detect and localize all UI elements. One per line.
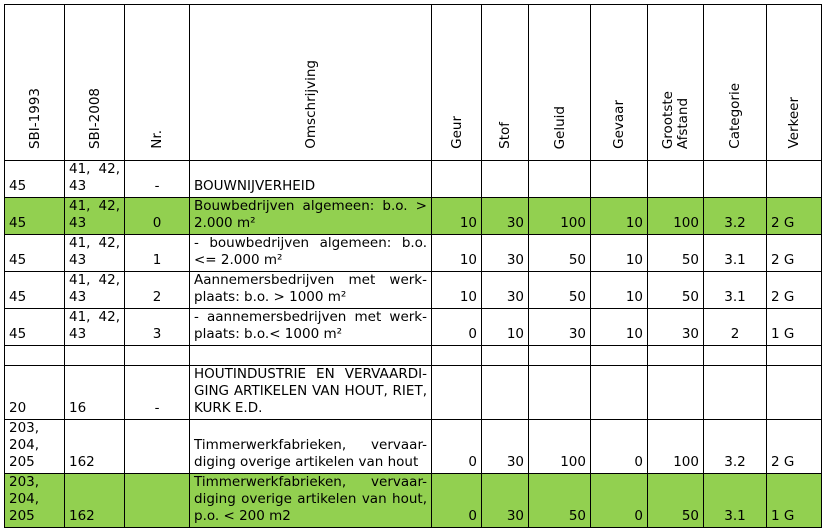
cell-stof: 30	[482, 474, 529, 528]
cell-sbi1993: 203, 204, 205	[5, 474, 65, 528]
cell-gevaar	[591, 161, 648, 198]
cell-nr: -	[125, 161, 190, 198]
cell-stof: 30	[482, 198, 529, 235]
cell-verkeer: 2 G	[767, 198, 822, 235]
cell-sbi1993: 20	[5, 366, 65, 420]
cell-gevaar: 10	[591, 309, 648, 346]
cell-verkeer: 2 G	[767, 272, 822, 309]
cell-geur: 0	[432, 420, 482, 474]
cell-omschrijving: BOUWNIJVERHEID	[190, 161, 432, 198]
cell-categorie: 3.2	[704, 198, 767, 235]
cell-geur: 10	[432, 272, 482, 309]
cell-verkeer: 1 G	[767, 309, 822, 346]
cell-stof: 10	[482, 309, 529, 346]
header-geur: Geur	[432, 5, 482, 161]
cell-geur: 10	[432, 235, 482, 272]
cell-geur: 10	[432, 198, 482, 235]
cell-geluid: 50	[529, 474, 591, 528]
cell-gevaar: 10	[591, 198, 648, 235]
cell-afstand: 100	[648, 420, 704, 474]
table-row	[5, 366, 822, 420]
cell-sbi1993: 45	[5, 309, 65, 346]
cell-sbi2008: 162	[65, 420, 125, 474]
cell-sbi2008: 41, 42, 43	[65, 272, 125, 309]
cell-geur: 0	[432, 474, 482, 528]
table-row	[5, 474, 822, 528]
table-cell	[125, 346, 190, 366]
cell-nr: 0	[125, 198, 190, 235]
cell-verkeer: 2 G	[767, 235, 822, 272]
table-row	[5, 420, 822, 474]
cell-afstand	[648, 366, 704, 420]
cell-geluid: 50	[529, 235, 591, 272]
table-cell	[767, 346, 822, 366]
cell-verkeer: 2 G	[767, 420, 822, 474]
header-sbi2008: SBI-2008	[65, 5, 125, 161]
cell-omschrijving: - aannemersbedrijven met werk-plaats: b.o.< 1000 m²	[190, 309, 432, 346]
cell-categorie	[704, 366, 767, 420]
cell-omschrijving: HOUTINDUSTRIE EN VERVAARDI-GING ARTIKELEN VAN HOUT, RIET, KURK E.D.	[190, 366, 432, 420]
header-grootste-afstand: Grootste Afstand	[648, 5, 704, 161]
table-cell	[482, 346, 529, 366]
table-cell	[591, 346, 648, 366]
table-cell	[648, 346, 704, 366]
cell-sbi2008: 41, 42, 43	[65, 309, 125, 346]
cell-stof: 30	[482, 420, 529, 474]
cell-geur	[432, 366, 482, 420]
cell-sbi1993: 45	[5, 161, 65, 198]
cell-geluid: 50	[529, 272, 591, 309]
cell-nr: 1	[125, 235, 190, 272]
cell-verkeer	[767, 161, 822, 198]
cell-geluid: 30	[529, 309, 591, 346]
table-cell	[704, 346, 767, 366]
cell-nr: 2	[125, 272, 190, 309]
header-stof: Stof	[482, 5, 529, 161]
cell-sbi1993: 45	[5, 235, 65, 272]
cell-omschrijving: Timmerwerkfabrieken, vervaar-diging overige artikelen van hout, p.o. < 200 m2	[190, 474, 432, 528]
cell-categorie: 3.1	[704, 474, 767, 528]
cell-nr	[125, 420, 190, 474]
cell-gevaar: 10	[591, 235, 648, 272]
cell-sbi2008: 41, 42, 43	[65, 235, 125, 272]
header-sbi1993: SBI-1993	[5, 5, 65, 161]
cell-nr	[125, 474, 190, 528]
cell-sbi2008: 162	[65, 474, 125, 528]
cell-nr: -	[125, 366, 190, 420]
cell-geluid: 100	[529, 420, 591, 474]
milieucategorie-table	[4, 4, 822, 528]
header-row	[5, 5, 822, 161]
cell-sbi1993: 203, 204, 205	[5, 420, 65, 474]
cell-sbi1993: 45	[5, 272, 65, 309]
table-row	[5, 161, 822, 198]
cell-categorie: 3.1	[704, 235, 767, 272]
table-cell	[529, 346, 591, 366]
cell-sbi2008: 16	[65, 366, 125, 420]
cell-verkeer	[767, 366, 822, 420]
header-omschrijving: Omschrijving	[190, 5, 432, 161]
cell-stof: 30	[482, 272, 529, 309]
cell-geur	[432, 161, 482, 198]
table-cell	[432, 346, 482, 366]
cell-stof: 30	[482, 235, 529, 272]
cell-gevaar: 0	[591, 420, 648, 474]
cell-geluid	[529, 161, 591, 198]
cell-geluid: 100	[529, 198, 591, 235]
cell-afstand: 50	[648, 272, 704, 309]
cell-categorie: 2	[704, 309, 767, 346]
header-categorie: Categorie	[704, 5, 767, 161]
cell-afstand	[648, 161, 704, 198]
cell-gevaar: 10	[591, 272, 648, 309]
table-cell	[65, 346, 125, 366]
table-cell	[190, 346, 432, 366]
cell-gevaar: 0	[591, 474, 648, 528]
table-row	[5, 198, 822, 235]
header-gevaar: Gevaar	[591, 5, 648, 161]
cell-stof	[482, 161, 529, 198]
cell-categorie: 3.1	[704, 272, 767, 309]
cell-stof	[482, 366, 529, 420]
cell-omschrijving: - bouwbedrijven algemeen: b.o. <= 2.000 m²	[190, 235, 432, 272]
cell-omschrijving: Aannemersbedrijven met werk-plaats: b.o. > 1000 m²	[190, 272, 432, 309]
table-row	[5, 309, 822, 346]
cell-categorie: 3.2	[704, 420, 767, 474]
cell-sbi1993: 45	[5, 198, 65, 235]
cell-verkeer: 1 G	[767, 474, 822, 528]
header-nr: Nr.	[125, 5, 190, 161]
cell-sbi2008: 41, 42, 43	[65, 198, 125, 235]
table-cell	[5, 346, 65, 366]
table-row	[5, 235, 822, 272]
header-geluid: Geluid	[529, 5, 591, 161]
spacer-row	[5, 346, 822, 366]
table-row	[5, 272, 822, 309]
cell-geluid	[529, 366, 591, 420]
header-verkeer: Verkeer	[767, 5, 822, 161]
cell-nr: 3	[125, 309, 190, 346]
cell-omschrijving: Bouwbedrijven algemeen: b.o. > 2.000 m²	[190, 198, 432, 235]
cell-sbi2008: 41, 42, 43	[65, 161, 125, 198]
cell-afstand: 100	[648, 198, 704, 235]
cell-afstand: 50	[648, 235, 704, 272]
cell-gevaar	[591, 366, 648, 420]
cell-omschrijving: Timmerwerkfabrieken, vervaar-diging overige artikelen van hout	[190, 420, 432, 474]
cell-geur: 0	[432, 309, 482, 346]
cell-categorie	[704, 161, 767, 198]
cell-afstand: 30	[648, 309, 704, 346]
cell-afstand: 50	[648, 474, 704, 528]
